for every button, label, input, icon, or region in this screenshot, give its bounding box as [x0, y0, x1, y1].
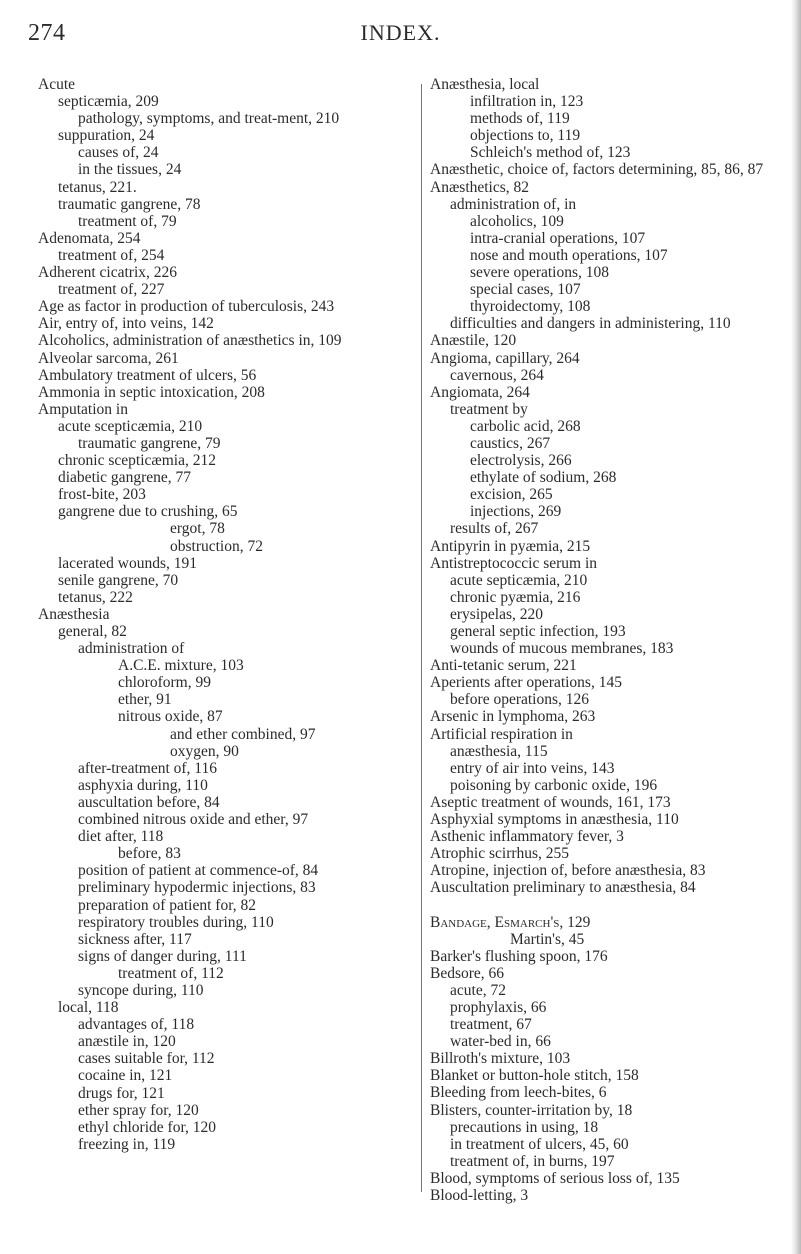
- index-entry: Atrophic scirrhus, 255: [430, 845, 570, 863]
- index-entry: acute septicæmia, 210: [450, 571, 588, 589]
- index-entry: Air, entry of, into veins, 142: [38, 315, 214, 333]
- index-entry: Angioma, capillary, 264: [430, 349, 580, 367]
- index-entry: gangrene due to crushing, 65: [58, 503, 238, 521]
- index-entry: diabetic gangrene, 77: [58, 469, 191, 487]
- index-entry: infiltration in, 123: [470, 93, 584, 111]
- index-entry: treatment by: [450, 400, 528, 418]
- index-entry: intra-cranial operations, 107: [470, 229, 646, 247]
- index-entry: Acute: [38, 76, 76, 93]
- page-number: 274: [28, 20, 66, 46]
- index-entry: Asthenic inflammatory fever, 3: [430, 828, 624, 846]
- index-entry: objections to, 119: [470, 127, 581, 145]
- index-entry: difficulties and dangers in administering, 110: [450, 315, 731, 333]
- index-entry: chloroform, 99: [118, 674, 211, 692]
- index-entry: local, 118: [58, 999, 119, 1017]
- index-entry: ethylate of sodium, 268: [470, 469, 617, 487]
- index-entry: Antipyrin in pyæmia, 215: [430, 537, 591, 555]
- page-header: [0, 16, 801, 56]
- index-entry: drugs for, 121: [78, 1084, 165, 1102]
- index-entry: traumatic gangrene, 79: [78, 434, 221, 452]
- index-entry: Aperients after operations, 145: [430, 674, 622, 692]
- index-entry: acute scepticæmia, 210: [58, 417, 203, 435]
- index-entry: cases suitable for, 112: [78, 1050, 215, 1068]
- index-entry: traumatic gangrene, 78: [58, 195, 201, 213]
- index-entry: Antistreptococcic serum in: [430, 554, 598, 572]
- index-entry: excision, 265: [470, 486, 553, 504]
- index-entry: tetanus, 221.: [58, 178, 137, 196]
- index-entry: before, 83: [118, 845, 181, 863]
- index-entry: and ether combined, 97: [170, 725, 316, 743]
- index-entry: in treatment of ulcers, 45, 60: [450, 1135, 629, 1153]
- index-entry: acute, 72: [450, 981, 506, 999]
- index-entry: Alveolar sarcoma, 261: [38, 349, 179, 367]
- index-entry: Amputation in: [38, 400, 128, 418]
- index-entry: Martin's, 45: [510, 930, 585, 948]
- index-entry: senile gangrene, 70: [58, 571, 179, 589]
- index-entry: carbolic acid, 268: [470, 417, 581, 435]
- index-column-left: [38, 76, 426, 1153]
- index-entry: tetanus, 222: [58, 588, 133, 606]
- index-entry: advantages of, 118: [78, 1016, 195, 1034]
- index-entry: asphyxia during, 110: [78, 776, 208, 794]
- index-entry: Blood, symptoms of serious loss of, 135: [430, 1169, 680, 1187]
- index-entry: Anæsthesia, local: [430, 76, 540, 93]
- index-entry: treatment of, 112: [118, 964, 224, 982]
- index-entry: injections, 269: [470, 503, 562, 521]
- index-entry: Adenomata, 254: [38, 229, 141, 247]
- index-entry: Bandage, Esmarch's, 129: [430, 913, 591, 931]
- index-entry: wounds of mucous membranes, 183: [450, 640, 674, 658]
- index-entry: Ambulatory treatment of ulcers, 56: [38, 366, 257, 384]
- index-entry: causes of, 24: [78, 144, 159, 162]
- index-entry: ether spray for, 120: [78, 1101, 199, 1119]
- index-entry: chronic pyæmia, 216: [450, 588, 581, 606]
- index-entry: frost-bite, 203: [58, 486, 146, 504]
- index-entry: treatment of, in burns, 197: [450, 1152, 615, 1170]
- index-entry: general, 82: [58, 623, 127, 640]
- index-entry: nose and mouth operations, 107: [470, 246, 668, 264]
- index-entry: Blisters, counter-irritation by, 18: [430, 1101, 633, 1119]
- index-entry: freezing in, 119: [78, 1135, 176, 1153]
- index-entry: entry of air into veins, 143: [450, 759, 615, 777]
- index-entry: Alcoholics, administration of anæsthetics in, 109: [38, 332, 342, 350]
- index-entry: A.C.E. mixture, 103: [118, 657, 244, 675]
- index-entry: Arsenic in lymphoma, 263: [430, 708, 596, 726]
- index-entry: treatment of, 254: [58, 246, 165, 264]
- index-entry: anæsthesia, 115: [450, 742, 548, 760]
- index-entry: precautions in using, 18: [450, 1118, 599, 1136]
- index-entry: Bedsore, 66: [430, 964, 505, 982]
- index-entry: Anæsthesia: [38, 605, 110, 623]
- index-entry: Anæsthetics, 82: [430, 178, 530, 196]
- index-entry: Auscultation preliminary to anæsthesia, 84: [430, 879, 696, 897]
- index-entry: septicæmia, 209: [58, 93, 159, 111]
- index-entry: treatment of, 227: [58, 281, 165, 299]
- index-entry: cocaine in, 121: [78, 1067, 173, 1085]
- index-entry: sickness after, 117: [78, 930, 192, 948]
- index-entry: position of patient at commence-of, 84: [78, 862, 319, 880]
- index-entry: preparation of patient for, 82: [78, 896, 256, 914]
- index-entry: before operations, 126: [450, 691, 590, 709]
- index-entry: chronic scepticæmia, 212: [58, 452, 216, 470]
- index-entry: Bleeding from leech-bites, 6: [430, 1084, 607, 1102]
- index-entry: diet after, 118: [78, 828, 164, 846]
- index-entry: treatment of, 79: [78, 212, 177, 230]
- index-entry: ether, 91: [118, 691, 172, 709]
- index-entry: Angiomata, 264: [430, 383, 530, 401]
- index-entry: Aseptic treatment of wounds, 161, 173: [430, 793, 671, 811]
- index-entry: syncope during, 110: [78, 981, 204, 999]
- index-entry: signs of danger during, 111: [78, 947, 247, 965]
- index-entry: methods of, 119: [470, 110, 570, 128]
- index-entry: nitrous oxide, 87: [118, 708, 223, 726]
- index-entry: erysipelas, 220: [450, 605, 543, 623]
- index-entry: Anti-tetanic serum, 221: [430, 657, 577, 675]
- index-entry: thyroidectomy, 108: [470, 298, 591, 316]
- index-entry: Barker's flushing spoon, 176: [430, 947, 608, 965]
- index-entry: oxygen, 90: [170, 742, 239, 760]
- running-head: INDEX.: [360, 20, 441, 45]
- index-entry: preliminary hypodermic injections, 83: [78, 879, 316, 897]
- index-entry: obstruction, 72: [170, 537, 263, 555]
- index-column-right: [430, 76, 788, 1204]
- index-entry: severe operations, 108: [470, 264, 610, 282]
- index-entry: administration of: [78, 640, 185, 658]
- index-entry: combined nitrous oxide and ether, 97: [78, 811, 309, 829]
- index-entry: poisoning by carbonic oxide, 196: [450, 776, 658, 794]
- index-entry: Artificial respiration in: [430, 725, 573, 743]
- index-entry: after-treatment of, 116: [78, 759, 217, 777]
- index-entry: Blood-letting, 3: [430, 1187, 529, 1204]
- index-entry: Ammonia in septic intoxication, 208: [38, 383, 265, 401]
- index-entry: alcoholics, 109: [470, 212, 564, 230]
- index-entry: Billroth's mixture, 103: [430, 1050, 571, 1068]
- index-entry: special cases, 107: [470, 281, 581, 299]
- index-entry: Anæstile, 120: [430, 332, 517, 350]
- index-entry: administration of, in: [450, 195, 577, 213]
- index-entry: respiratory troubles during, 110: [78, 913, 274, 931]
- index-entry: ergot, 78: [170, 520, 225, 538]
- index-entry: ethyl chloride for, 120: [78, 1118, 216, 1136]
- index-entry: cavernous, 264: [450, 366, 544, 384]
- index-entry: suppuration, 24: [58, 127, 155, 145]
- index-entry: treatment, 67: [450, 1016, 532, 1034]
- index-entry: in the tissues, 24: [78, 161, 182, 179]
- index-entry: Adherent cicatrix, 226: [38, 264, 178, 282]
- index-entry: pathology, symptoms, and treat-ment, 210: [78, 110, 340, 128]
- index-entry: Age as factor in production of tuberculosis, 243: [38, 298, 335, 316]
- index-entry: Anæsthetic, choice of, factors determining, 85, 86, 87: [430, 161, 764, 179]
- index-entry: general septic infection, 193: [450, 623, 626, 640]
- index-entry: electrolysis, 266: [470, 452, 572, 470]
- index-entry: Schleich's method of, 123: [470, 144, 631, 162]
- index-entry: water-bed in, 66: [450, 1033, 551, 1051]
- index-entry: caustics, 267: [470, 434, 551, 452]
- page-edge-shadow: [791, 0, 801, 1254]
- index-entry: prophylaxis, 66: [450, 998, 547, 1016]
- column-divider: [421, 84, 422, 1192]
- index-entry: results of, 267: [450, 520, 539, 538]
- index-entry: lacerated wounds, 191: [58, 554, 198, 572]
- index-entry: Asphyxial symptoms in anæsthesia, 110: [430, 811, 679, 829]
- index-entry: anæstile in, 120: [78, 1033, 176, 1051]
- index-entry: Atropine, injection of, before anæsthesia, 83: [430, 862, 706, 880]
- index-entry: auscultation before, 84: [78, 793, 220, 811]
- index-entry: Blanket or button-hole stitch, 158: [430, 1067, 639, 1085]
